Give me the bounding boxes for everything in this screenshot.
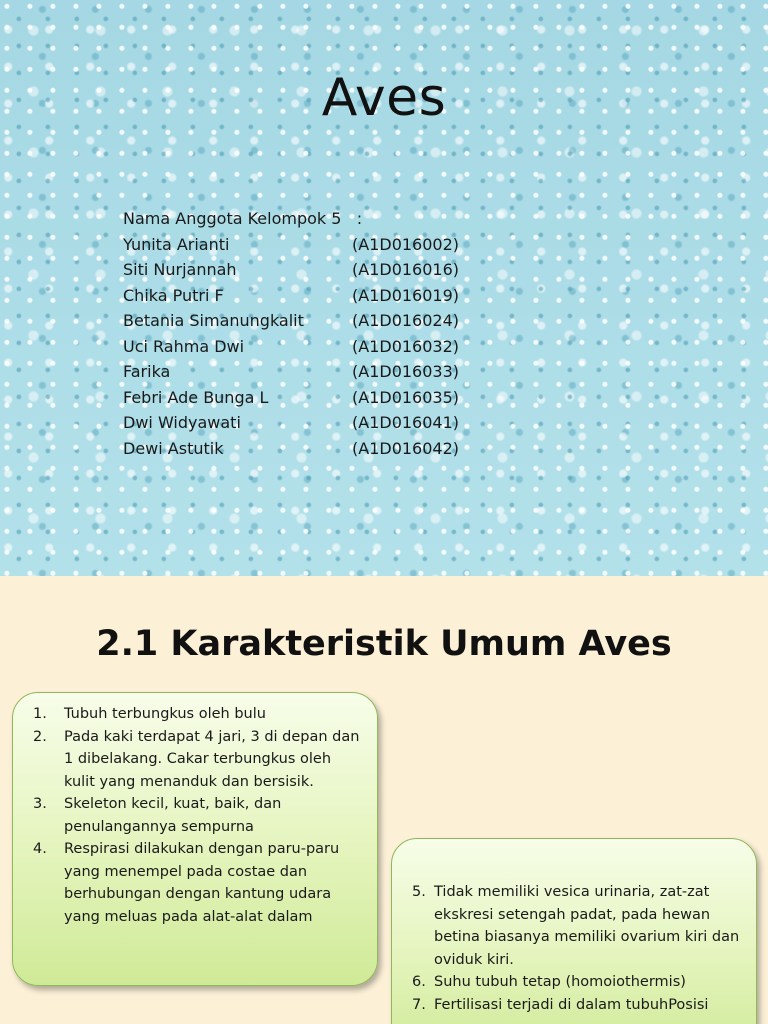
list-item [412, 881, 744, 971]
member-id: (A1D016033) [352, 362, 460, 381]
item-text: Suhu tubuh tetap (homoiothermis) [434, 974, 686, 990]
list-item [412, 971, 744, 994]
member-id: (A1D016016) [352, 260, 460, 279]
item-text: Skeleton kecil, kuat, baik, dan penulangannya sempurna [64, 796, 282, 835]
member-row [123, 308, 483, 334]
member-id: (A1D016032) [352, 336, 460, 356]
list-item [33, 703, 365, 726]
characteristics-box-left [12, 692, 378, 986]
item-number: 3. [33, 796, 47, 812]
member-list [123, 206, 483, 461]
member-id: (A1D016024) [352, 311, 460, 330]
member-name: Dwi Widyawati [123, 413, 241, 432]
member-id: (A1D016041) [352, 413, 460, 432]
member-name: Siti Nurjannah [123, 260, 237, 279]
item-number: 7. [412, 996, 426, 1013]
member-row [123, 232, 483, 258]
characteristics-box-right [391, 838, 757, 1024]
member-row [123, 410, 483, 436]
member-name: Betania Simanungkalit [123, 311, 304, 330]
slide-karakteristik [0, 576, 768, 1024]
member-id: (A1D016042) [352, 438, 460, 458]
list-item [33, 793, 365, 838]
slide-title: 2.1 Karakteristik Umum Aves [96, 624, 672, 664]
member-id: (A1D016002) [352, 234, 460, 254]
member-row [123, 359, 483, 385]
member-row [123, 334, 483, 360]
member-name: Febri Ade Bunga L [123, 387, 269, 407]
item-number: 6. [412, 974, 426, 990]
item-text: Pada kaki terdapat 4 jari, 3 di depan dan 1 dibelakang. Cakar terbungkus oleh kulit yang menanduk dan bersisik. [64, 728, 360, 790]
list-item [33, 726, 365, 794]
member-name: Yunita Arianti [123, 234, 230, 254]
slide-title: Aves [321, 68, 447, 128]
list-item [33, 838, 365, 928]
item-text: Respirasi dilakukan dengan paru-paru yang menempel pada costae dan berhubungan dengan kantung udara yang meluas pada alat-alat dalam [64, 841, 340, 925]
member-name: Dewi Astutik [123, 438, 224, 458]
member-name: Uci Rahma Dwi [123, 336, 245, 356]
member-row [123, 436, 483, 462]
member-name: Chika Putri F [123, 285, 224, 305]
member-row [123, 257, 483, 283]
item-number: 1. [33, 706, 47, 722]
item-text: Tidak memiliki vesica urinaria, zat-zat ekskresi setengah padat, pada hewan betina biasanya memiliki ovarium kiri dan oviduk kiri. [434, 884, 740, 968]
characteristics-list [33, 703, 365, 928]
item-text: Tubuh terbungkus oleh bulu [64, 706, 266, 722]
item-number: 5. [412, 884, 426, 900]
item-number: 4. [33, 841, 47, 857]
member-row [123, 385, 483, 411]
list-item [412, 994, 744, 1017]
characteristics-list [412, 881, 744, 1016]
member-id: (A1D016035) [352, 387, 460, 407]
item-number: 2. [33, 728, 47, 745]
member-id: (A1D016019) [352, 285, 460, 305]
item-text: Fertilisasi terjadi di dalam tubuhPosisi [434, 996, 709, 1013]
member-list-header: Nama Anggota Kelompok 5 : [123, 209, 363, 228]
member-name: Farika [123, 362, 171, 381]
member-row [123, 283, 483, 309]
